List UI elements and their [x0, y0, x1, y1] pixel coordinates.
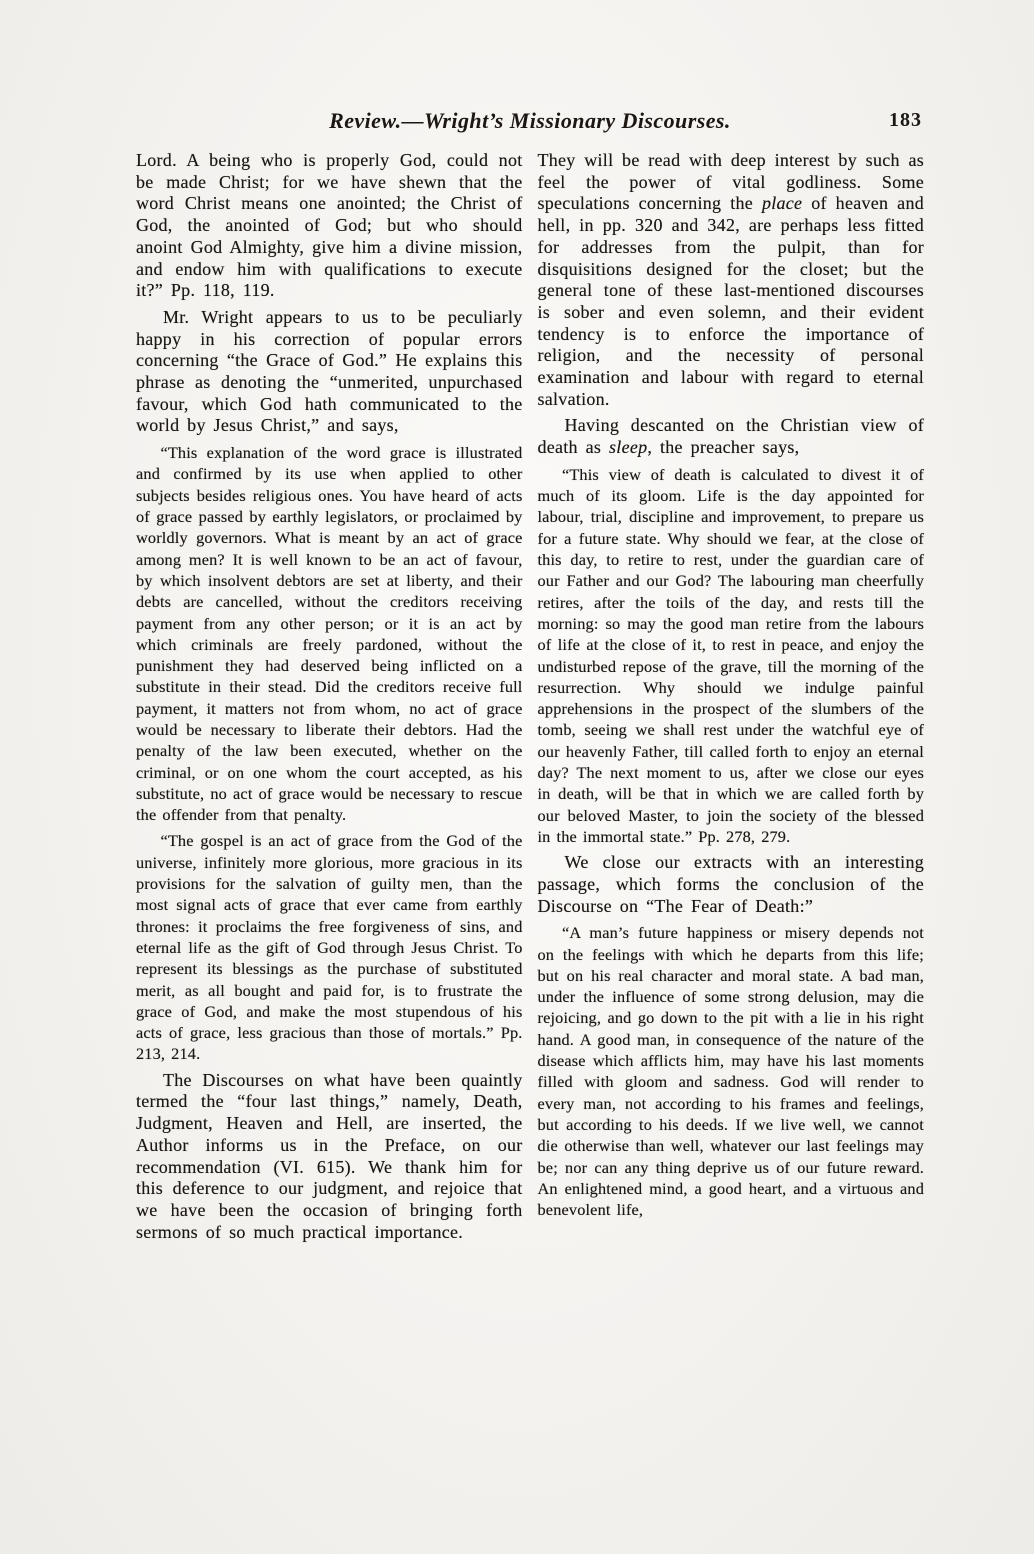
quoted-extract-paragraph — [538, 464, 925, 847]
running-header — [136, 108, 924, 138]
italic-text-run: sleep — [609, 437, 648, 458]
quoted-extract-paragraph — [538, 922, 925, 1220]
body-paragraph — [538, 415, 925, 458]
text-run: “A man’s future happiness or misery depends not on the feelings with which he departs from this life; but on his real character and moral state. A bad man, under the influence of some strong delusion, may die rejoicing, and go down to the pit with a lie in his right hand. A good man, in consequence of the nature of the disease which afflicts him, may have his last moments filled with gloom and sadness. God will render to every man, not according to his frames and feelings, but according to his deeds. If we live well, we cannot die otherwise than well, whatever our last feelings may be; nor can any thing deprive us of our future reward. An enlightened mind, a good heart, and a virtuous and benevolent life, — [537, 923, 924, 1220]
right-column — [538, 150, 925, 1514]
body-paragraph — [136, 150, 523, 302]
quoted-extract-paragraph — [136, 830, 523, 1064]
text-run: of heaven and hell, in pp. 320 and 342, are perhaps less fitted for addresses from the pulpit, than for disquisitions designed for the closet; but the general tone of these last-mentioned discourses is sober and even solemn, and their evident tendency is to enforce the importance of religion, and the necessity of personal examination and labour with regard to eternal salvation. — [537, 193, 924, 409]
text-run: Having descanted on the Christian view of death as — [537, 415, 924, 458]
text-run: Mr. Wright appears to us to be peculiarly happy in his correction of popular errors concerning “the Grace of God.” He explains this phrase as denoting the “unmerited, unpurchased favour, which God hath communicated to the world by Jesus Christ,” and says, — [136, 306, 523, 436]
page-number: 183 — [889, 109, 922, 131]
text-run: Lord. A being who is properly God, could not be made Christ; for we have shewn that the word Christ means one anointed; the Christ of God, the anointed of God; but who should anoint God Almighty, give him a divine mission, and endow him with qualifications to execute it?” Pp. 118, 119. — [136, 150, 523, 301]
text-run: The Discourses on what have been quaintly termed the “four last things,” namely, Death, Judgment, Heaven and Hell, are inserted, the Author informs us in the Preface, on our recommendation (VI. 615). We thank him for this deference to our judgment, and rejoice that we have been the occasion of bringing forth sermons of so much practical importance. — [136, 1069, 523, 1242]
text-run: “This view of death is calculated to divest it of much of its gloom. Life is the day appointed for labour, trial, discipline and improvement, to prepare us for a future state. Why should we fear, at the close of this day, to retire to rest, under the guardian care of our Father and our God? The labouring man cheerfully retires, after the toils of the day, and rests till the morning: so may the good man retire from the labours of life at the close of it, to rest in peace, and enjoy the undisturbed repose of the grave, till the morning of the resurrection. Why should we indulge painful apprehensions in the prospect of the slumbers of the tomb, seeing we shall rest under the watchful eye of our heavenly Father, till called forth to enjoy an eternal day? The next moment to us, after we close our eyes in death, will be that in which we are called forth by our beloved Master, to join the society of the blessed in the immortal state.” Pp. 278, 279. — [537, 464, 924, 846]
text-columns — [136, 150, 924, 1514]
text-run: They will be read with deep interest by such as feel the power of vital godliness. Some speculations concerning the — [537, 150, 924, 214]
running-header-title: Review.—Wright’s Missionary Discourses. — [329, 108, 731, 133]
text-run: We close our extracts with an interesting passage, which forms the conclusion of the Discourse on “The Fear of Death:” — [537, 852, 924, 916]
body-paragraph — [538, 852, 925, 917]
italic-text-run: place — [761, 193, 803, 214]
body-paragraph — [136, 1070, 523, 1244]
body-paragraph — [136, 307, 523, 437]
text-run: , the preacher says, — [647, 437, 800, 458]
quoted-extract-paragraph — [136, 442, 523, 825]
text-run: “The gospel is an act of grace from the God of the universe, infinitely more glorious, more gracious in its provisions for the salvation of guilty men, than the most signal acts of grace that ever came from earthly thrones: it proclaims the free forgiveness of sins, and eternal life as the gift of God through Jesus Christ. To represent its blessings as the purchase of substituted merit, as all bought and paid for, is to frustrate the grace of God, and make the most stupendous of his acts of grace, less gracious than those of mortals.” Pp. 213, 214. — [136, 831, 523, 1064]
left-column — [136, 150, 523, 1514]
body-paragraph — [538, 150, 925, 410]
text-run: “This explanation of the word grace is illustrated and confirmed by its use when applied to other subjects besides religious ones. You have heard of acts of grace passed by earthly legislators, or proclaimed by worldly governors. What is meant by an act of grace among men? It is well known to be an act of favour, by which insolvent debtors are set at liberty, and their debts are cancelled, without the creditors receiving payment from any other person; or it is an act by which criminals are freely pardoned, without the punishment they had deserved being inflicted on a substitute in their stead. Did the creditors receive full payment, it matters not from whom, no act of grace would be necessary to liberate their debtors. Had the penalty of the law been executed, whether on the criminal, or on one whom the court accepted, as his substitute, no act of grace would be necessary to rescue the offender from that penalty. — [136, 443, 523, 825]
